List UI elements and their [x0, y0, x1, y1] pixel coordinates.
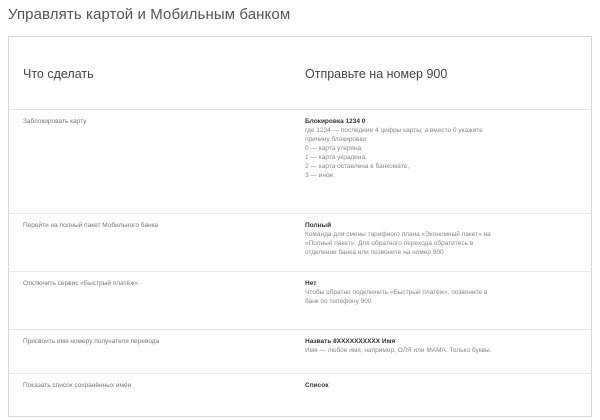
header-send: Отправьте на номер 900 [305, 67, 448, 81]
table-row-name-recipient [9, 329, 591, 374]
row-line: Имя — любое имя, например, ОЛЯ или МАМА. Только буквы. [305, 347, 492, 354]
row-command-cell [305, 221, 581, 257]
row-command-cell [305, 381, 581, 390]
table-row-quick-payment [9, 271, 591, 330]
row-command: Список [305, 382, 329, 389]
row-line: «Полный пакет». Для обратного перехода обратитесь в [305, 240, 474, 247]
table-row-list-names [9, 373, 591, 417]
row-line: Команда для смены тарифного плана «Экономный пакет» на [305, 231, 491, 238]
table-row-block-card [9, 109, 591, 214]
row-command: Нет [305, 280, 317, 287]
row-line: где 1234 — последние 4 цифры карты, а вместо 0 укажите [305, 127, 483, 134]
commands-table [8, 36, 592, 417]
page-title: Управлять картой и Мобильным банком [8, 6, 291, 23]
row-command: Полный [305, 222, 332, 229]
row-line: отделение банка или позвоните на номер 900 [305, 249, 444, 256]
table-row-full-package [9, 213, 591, 272]
row-command-cell [305, 337, 581, 355]
row-line: причину блокировки: [305, 136, 368, 143]
table-header [9, 37, 591, 110]
row-line: 2 — карта оставлена в банкомате, [305, 163, 410, 170]
row-line: 0 — карта утеряна, [305, 145, 363, 152]
row-action: Показать список сохранённых имён [23, 382, 132, 389]
row-action: Заблокировать карту [23, 118, 87, 125]
row-command: Назвать 8XXXXXXXXXX Имя [305, 338, 396, 345]
row-line: 1 — карта украдена, [305, 154, 367, 161]
header-what: Что сделать [23, 67, 94, 81]
row-command-cell [305, 117, 581, 180]
row-action: Перейти на полный пакет Мобильного банка [23, 222, 159, 229]
row-line: банк по телефону 900 [305, 298, 372, 305]
row-command-cell [305, 279, 581, 306]
row-command: Блокировка 1234 0 [305, 118, 366, 125]
row-line: 3 — иное. [305, 172, 335, 179]
row-action: Присвоить имя номеру получателя перевода [23, 338, 160, 345]
row-action: Отключить сервис «Быстрый платёж» [23, 280, 139, 287]
row-line: Чтобы обратно подключить «Быстрый платёж», позвоните в [305, 289, 488, 296]
